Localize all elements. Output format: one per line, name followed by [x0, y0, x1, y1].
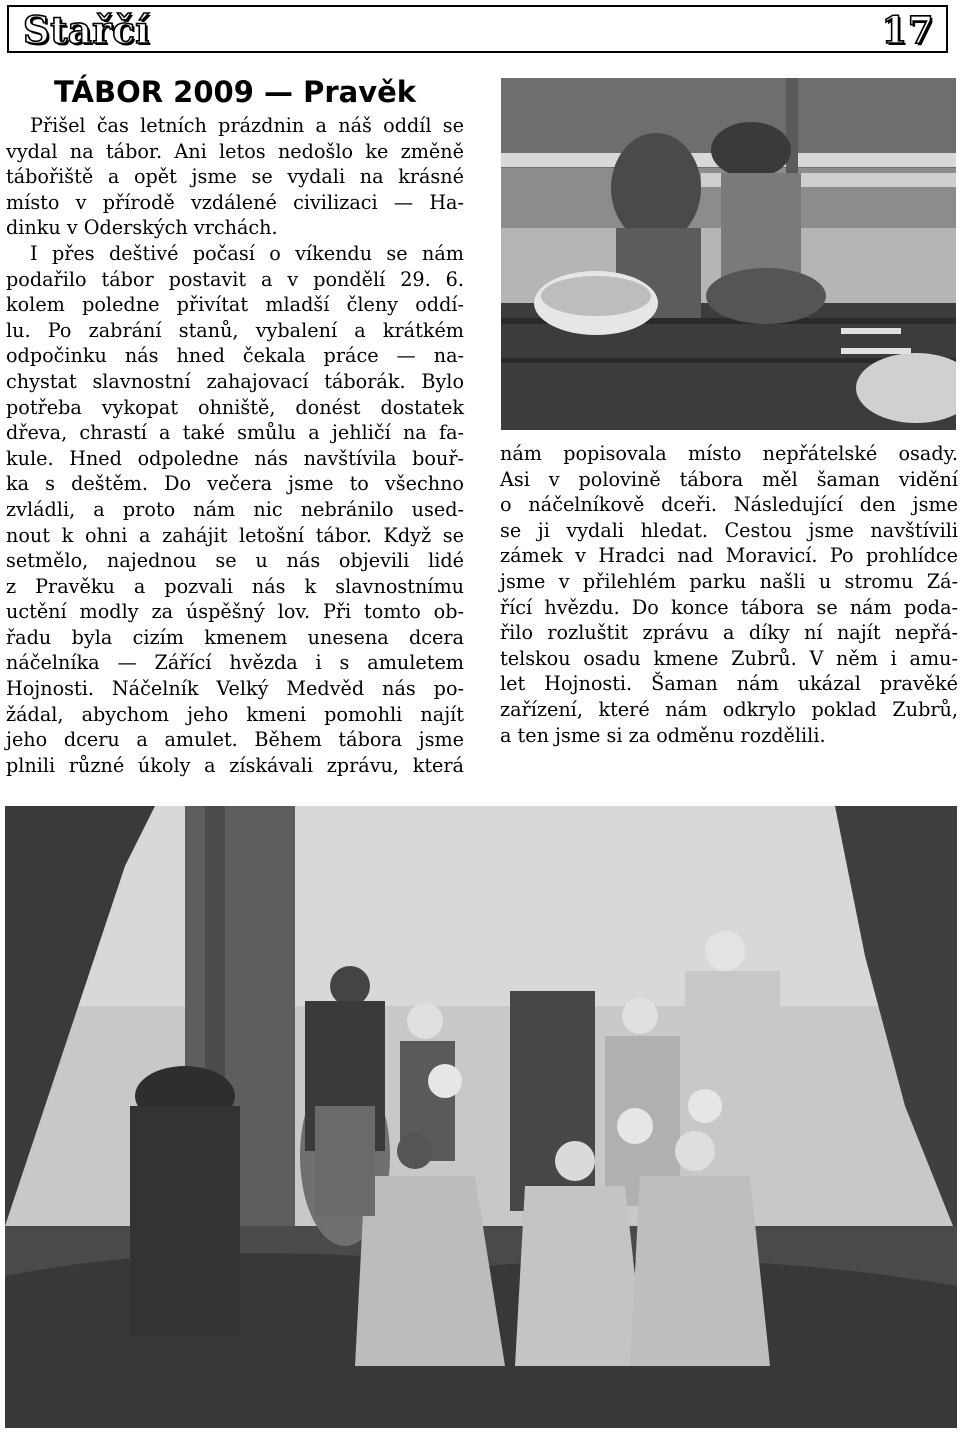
text-line: plnili různé úkoly a získávali zprávu, která [6, 753, 464, 777]
page-number: 17 [881, 8, 934, 52]
article-title: TÁBOR 2009 — Pravěk [54, 75, 417, 109]
text-line: zařízení, které nám odkrylo poklad Zubrů, [500, 697, 958, 721]
text-line: tábořiště a opět jsme se vydali na krásné [6, 165, 464, 189]
text-line: jeho dceru a amulet. Během tábora jsme [6, 728, 464, 752]
photo-icon [5, 806, 957, 1428]
text-line: nám popisovala místo nepřátelské osady. [500, 442, 958, 465]
text-line: o náčelníkově dceři. Následující den jsme [500, 493, 958, 517]
text-line: žádal, abychom jeho kmeni pomohli najít [6, 702, 464, 726]
text-line: uctění modly za úspěšný lov. Při tomto ob- [6, 600, 464, 624]
text-line: lu. Po zabrání stanů, vybalení a krátkém [6, 318, 464, 342]
text-line: setmělo, najednou se u nás objevili lidé [6, 549, 464, 573]
text-line: ka s deštěm. Do večera jsme to všechno [6, 472, 464, 496]
text-line: náčelníka — Zářící hvězda i s amuletem [6, 651, 464, 675]
text-line: I přes deštivé počasí o víkendu se nám [30, 241, 464, 265]
text-line: řilo rozluštit zprávu a díky ní najít nepřá- [500, 621, 958, 645]
text-line: chystat slavnostní zahajovací táborák. Bylo [6, 369, 464, 393]
text-line: dinku v Oderských vrchách. [6, 216, 278, 240]
text-line: dřeva, chrastí a také smůlu a jehličí na fa- [6, 421, 464, 445]
text-line: zvládli, a proto nám nic nebránilo used- [6, 497, 464, 521]
text-line: z Pravěku a pozvali nás k slavnostnímu [6, 574, 464, 598]
text-line: vydal na tábor. Ani letos nedošlo ke změně [6, 139, 464, 163]
text-line: Přišel čas letních prázdnin a náš oddíl se [30, 114, 464, 137]
text-line: odpočinku nás hned čekala práce — na- [6, 344, 464, 368]
prehistoric-tribe-group-photo [5, 806, 957, 1428]
text-line: jsme v přilehlém parku našli u stromu Zá- [500, 569, 958, 593]
article-body-left-column [6, 113, 464, 778]
camp-kitchen-photo [501, 78, 956, 430]
text-line: zámek v Hradci nad Moravicí. Po prohlídce [500, 544, 958, 568]
photo-icon [501, 78, 956, 430]
text-line: řící hvězdu. Do konce tábora se nám poda- [500, 595, 958, 619]
text-line: Hojnosti. Náčelník Velký Medvěd nás po- [6, 677, 464, 701]
text-line: Asi v polovině tábora měl šaman vidění [500, 467, 958, 491]
text-line: podařilo tábor postavit a v pondělí 29. 6. [6, 267, 464, 291]
text-line: let Hojnosti. Šaman nám ukázal pravěké [500, 672, 958, 696]
text-line: kolem poledne přivítat mladší členy oddí- [6, 293, 464, 317]
magazine-title: Stařčí [23, 8, 150, 52]
text-line: se ji vydali hledat. Cestou jsme navštívili [500, 518, 958, 542]
text-line: řadu byla cizím kmenem unesena dcera [6, 625, 464, 649]
text-line: telskou osadu kmene Zubrů. V něm i amu- [500, 646, 958, 670]
text-line: potřeba vykopat ohniště, donést dostatek [6, 395, 464, 419]
text-line: a ten jsme si za odměnu rozdělili. [500, 723, 826, 747]
article-body-right-column [500, 441, 958, 748]
text-line: nout k ohni a zahájit letošní tábor. Když se [6, 523, 464, 547]
text-line: místo v přírodě vzdálené civilizaci — Ha- [6, 190, 464, 214]
text-line: kule. Hned odpoledne nás navštívila bouř- [6, 446, 464, 470]
page-header [7, 5, 948, 53]
